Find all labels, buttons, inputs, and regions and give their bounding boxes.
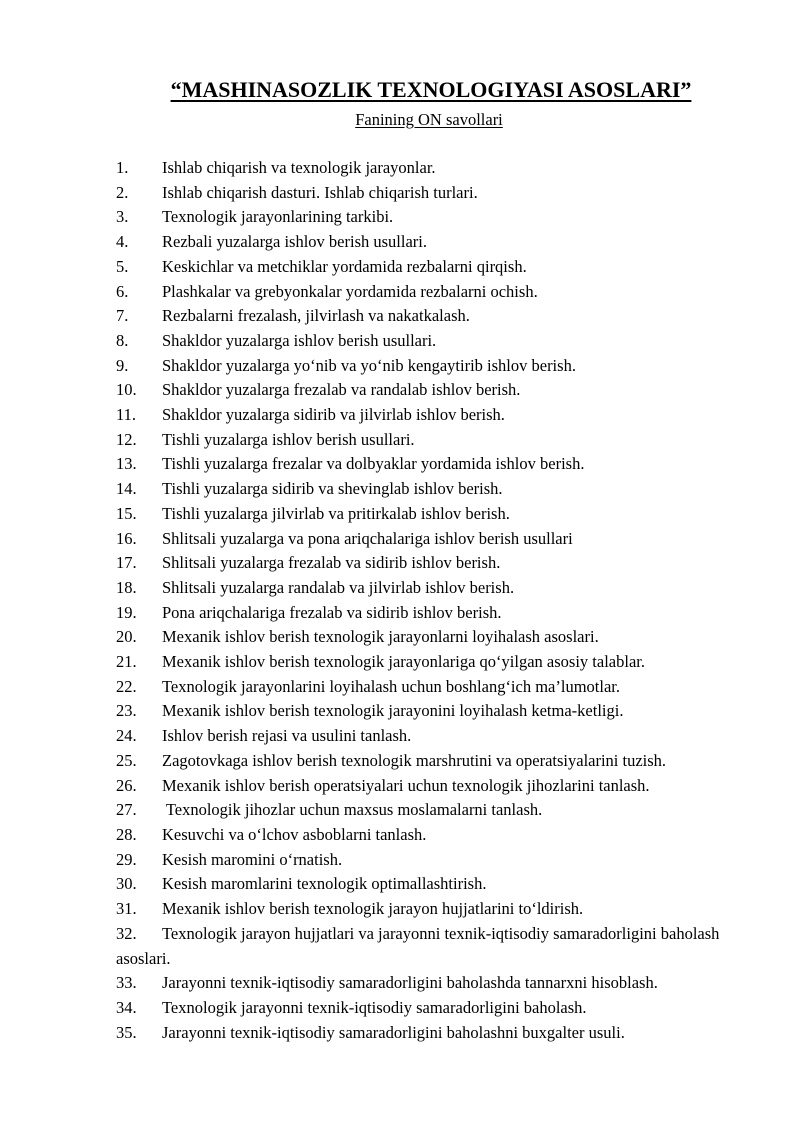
- list-item: [116, 477, 756, 502]
- list-item-number: 30.: [116, 874, 137, 894]
- list-item-text: Tishli yuzalarga ishlov berish usullari.: [162, 429, 415, 449]
- list-item-number: 13.: [116, 454, 137, 474]
- list-item-number: 21.: [116, 652, 137, 672]
- list-item: [116, 971, 756, 996]
- list-item-number: 19.: [116, 602, 137, 622]
- list-item-text: Rezbali yuzalarga ishlov berish usullari.: [162, 232, 427, 252]
- list-item: [116, 922, 756, 971]
- list-item-text: Mexanik ishlov berish operatsiyalari uchun texnologik jihozlarini tanlash.: [162, 775, 650, 795]
- list-item: [116, 304, 756, 329]
- list-item-text: Kesuvchi va o‘lchov asboblarni tanlash.: [162, 824, 427, 844]
- list-item-number: 31.: [116, 899, 137, 919]
- list-item-number: 25.: [116, 750, 137, 770]
- document-subtitle: Fanining ON savollari: [355, 110, 503, 129]
- list-item-number: 1.: [116, 158, 129, 177]
- list-item-text: Texnologik jarayon hujjatlari va jarayonni texnik-iqtisodiy samaradorligini baholash asoslari.: [116, 923, 720, 968]
- list-item: [116, 354, 756, 379]
- list-item: [116, 576, 756, 601]
- list-item: [116, 897, 756, 922]
- list-item-number: 12.: [116, 429, 137, 449]
- list-item-text: Shakldor yuzalarga sidirib va jilvirlab ishlov berish.: [162, 405, 505, 425]
- list-item: [116, 625, 756, 650]
- list-item: [116, 452, 756, 477]
- list-item: [116, 280, 756, 305]
- list-item-text: Ishlab chiqarish dasturi. Ishlab chiqarish turlari.: [162, 182, 478, 202]
- list-item-text: Shakldor yuzalarga frezalab va randalab ishlov berish.: [162, 380, 521, 400]
- list-item-text: Texnologik jarayonlarining tarkibi.: [162, 207, 394, 227]
- list-item-text: Zagotovkaga ishlov berish texnologik marshrutini va operatsiyalarini tuzish.: [162, 750, 667, 770]
- question-list: [116, 156, 756, 1045]
- list-item-text: Mexanik ishlov berish texnologik jarayonini loyihalash ketma-ketligi.: [162, 701, 624, 721]
- list-item-text: Kesish maromlarini texnologik optimallashtirish.: [162, 874, 487, 894]
- list-item-text: Texnologik jarayonlarini loyihalash uchun boshlang‘ich ma’lumotlar.: [162, 676, 620, 696]
- list-item: [116, 823, 756, 848]
- list-item: [116, 601, 756, 626]
- list-item-number: 9.: [116, 355, 129, 375]
- list-item-number: 16.: [116, 528, 137, 548]
- list-item: [116, 181, 756, 206]
- list-item-text: Shlitsali yuzalarga va pona ariqchalariga ishlov berish usullari: [162, 528, 573, 548]
- list-item: [116, 675, 756, 700]
- list-item-number: 20.: [116, 627, 137, 647]
- list-item: [116, 774, 756, 799]
- list-item-text: Shlitsali yuzalarga randalab va jilvirlab ishlov berish.: [162, 577, 515, 597]
- list-item: [116, 428, 756, 453]
- list-item: [116, 724, 756, 749]
- list-item-number: 32.: [116, 923, 137, 943]
- list-item-number: 35.: [116, 1022, 137, 1042]
- list-item-text: Mexanik ishlov berish texnologik jarayon hujjatlarini to‘ldirish.: [162, 899, 584, 919]
- list-item: [116, 872, 756, 897]
- list-item: [116, 650, 756, 675]
- list-item-number: 6.: [116, 281, 129, 301]
- list-item: [116, 1021, 756, 1046]
- list-item-number: 8.: [116, 330, 129, 350]
- list-item-text: Plashkalar va grebyonkalar yordamida rezbalarni ochish.: [162, 281, 538, 301]
- list-item: [116, 699, 756, 724]
- list-item-text: Mexanik ishlov berish texnologik jarayonlarni loyihalash asoslari.: [162, 627, 599, 647]
- list-item: [116, 205, 756, 230]
- list-item-number: 11.: [116, 405, 137, 425]
- list-item: [116, 329, 756, 354]
- list-item-text: Rezbalarni frezalash, jilvirlash va nakatkalash.: [162, 306, 470, 326]
- list-item: [116, 502, 756, 527]
- list-item-number: 14.: [116, 479, 137, 499]
- list-item-text: Jarayonni texnik-iqtisodiy samaradorligini baholashda tannarxni hisoblash.: [162, 973, 658, 993]
- list-item: [116, 156, 756, 181]
- list-item-text: Tishli yuzalarga jilvirlab va pritirkalab ishlov berish.: [162, 503, 510, 523]
- list-item-text: Pona ariqchalariga frezalab va sidirib ishlov berish.: [162, 602, 502, 622]
- list-item-text: Kesish maromini o‘rnatish.: [162, 849, 343, 869]
- list-item-number: 10.: [116, 380, 137, 400]
- list-item-number: 3.: [116, 207, 129, 227]
- list-item-number: 7.: [116, 306, 129, 326]
- list-item: [116, 527, 756, 552]
- list-item: [116, 996, 756, 1021]
- list-item-number: 33.: [116, 973, 137, 993]
- list-item-text: Jarayonni texnik-iqtisodiy samaradorligini baholashni buxgalter usuli.: [162, 1022, 625, 1042]
- list-item-number: 27.: [116, 800, 137, 820]
- list-item-number: 24.: [116, 726, 137, 746]
- list-item: [116, 749, 756, 774]
- list-item: [116, 848, 756, 873]
- list-item-text: Shakldor yuzalarga ishlov berish usullari.: [162, 330, 437, 350]
- list-item-number: 23.: [116, 701, 137, 721]
- list-item-number: 17.: [116, 553, 137, 573]
- list-item-text: Tishli yuzalarga sidirib va shevinglab ishlov berish.: [162, 479, 503, 499]
- list-item-text: Ishlab chiqarish va texnologik jarayonlar.: [162, 158, 436, 177]
- list-item-number: 22.: [116, 676, 137, 696]
- list-item-number: 2.: [116, 182, 129, 202]
- list-item-text: Texnologik jihozlar uchun maxsus moslamalarni tanlash.: [162, 800, 543, 820]
- list-item-number: 26.: [116, 775, 137, 795]
- list-item-text: Ishlov berish rejasi va usulini tanlash.: [162, 726, 412, 746]
- list-item-number: 28.: [116, 824, 137, 844]
- list-item-text: Texnologik jarayonni texnik-iqtisodiy samaradorligini baholash.: [162, 997, 587, 1017]
- list-item-number: 18.: [116, 577, 137, 597]
- list-item-number: 34.: [116, 997, 137, 1017]
- list-item: [116, 798, 756, 823]
- list-item-number: 5.: [116, 256, 129, 276]
- list-item-text: Keskichlar va metchiklar yordamida rezbalarni qirqish.: [162, 256, 527, 276]
- list-item-text: Shlitsali yuzalarga frezalab va sidirib ishlov berish.: [162, 553, 501, 573]
- list-item-text: Shakldor yuzalarga yo‘nib va yo‘nib kengaytirib ishlov berish.: [162, 355, 576, 375]
- list-item: [116, 378, 756, 403]
- list-item: [116, 403, 756, 428]
- list-item: [116, 255, 756, 280]
- document-title: “MASHINASOZLIK TEXNOLOGIYASI ASOSLARI”: [170, 77, 692, 102]
- list-item-number: 15.: [116, 503, 137, 523]
- list-item-number: 4.: [116, 232, 129, 252]
- list-item-text: Tishli yuzalarga frezalar va dolbyaklar yordamida ishlov berish.: [162, 454, 585, 474]
- list-item-text: Mexanik ishlov berish texnologik jarayonlariga qo‘yilgan asosiy talablar.: [162, 652, 645, 672]
- list-item: [116, 230, 756, 255]
- list-item: [116, 551, 756, 576]
- list-item-number: 29.: [116, 849, 137, 869]
